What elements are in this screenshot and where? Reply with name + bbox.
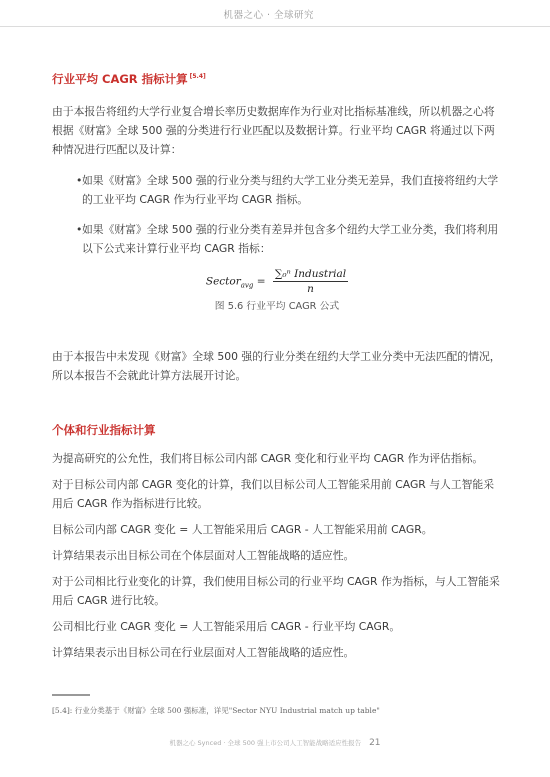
page-number: 21 [369,738,381,748]
figure-caption: 图 5.6 行业平均 CAGR 公式 [214,301,340,312]
bullet-text: 如果《财富》全球 500 强的行业分类有差异并包含多个纽约大学工业分类，我们将利用以下公式来计算行业平均 CAGR 指标： [82,223,499,255]
footer-text: 机器之心 Synced · 全球 500 强上市公司人工智能战略适应性报告 [169,739,362,747]
body-paragraph: 为提高研究的公允性，我们将目标公司内部 CAGR 变化和行业平均 CAGR 作为评估指标。 [52,452,484,465]
formula-fraction [273,268,348,295]
bullet-item [52,171,502,209]
body-paragraph: 对于目标公司内部 CAGR 变化的计算，我们以目标公司人工智能采用前 CAGR 与人工智能采用后 CAGR 作为指标进行比较。 [52,478,495,510]
section-heading-text: 行业平均 CAGR 指标计算 [52,72,188,86]
sector-avg-formula: Sector$_{avg}$ = $\frac{\text{∑₀ⁿ Industrial}}{n}$ [205,268,347,295]
body-paragraph: 目标公司内部 CAGR 变化 = 人工智能采用后 CAGR - 人工智能采用前 CAGR。 [52,523,433,536]
page-header [0,0,550,27]
bullet-dot: • [76,223,83,236]
bullet-dot: • [76,174,83,187]
section-heading-individual-industry: 个体和行业指标计算 [52,423,156,437]
body-paragraph: 对于公司相比行业变化的计算，我们使用目标公司的行业平均 CAGR 作为指标，与人工智能采用后 CAGR 进行比较。 [52,575,500,607]
body-paragraph: 计算结果表示出目标公司在行业层面对人工智能战略的适应性。 [52,646,355,659]
formula-denominator: n [307,283,314,295]
footnote-divider [52,694,90,696]
footnote: [5.4]: 行业分类基于《财富》全球 500 强标准，详见"Sector NYU Industrial match up table" [52,706,380,715]
formula-subscript: avg [240,281,254,290]
body-paragraph: 公司相比行业 CAGR 变化 = 人工智能采用后 CAGR - 行业平均 CAGR。 [52,620,401,633]
bullet-item [52,220,502,258]
header-title: 机器之心 · 全球研究 [223,10,314,21]
bullet-text: 如果《财富》全球 500 强的行业分类与纽约大学工业分类无差异，我们直接将纽约大学的工业平均 CAGR 作为行业平均 CAGR 指标。 [82,174,499,206]
note-paragraph: 由于本报告中未发现《财富》全球 500 强的行业分类在纽约大学工业分类中无法匹配的情况，所以本报告不会就此计算方法展开讨论。 [52,350,501,382]
formula-lhs: Sector [205,275,241,288]
page-content [52,71,502,662]
footnote-ref: [5.4] [189,73,206,81]
body-paragraph: 计算结果表示出目标公司在个体层面对人工智能战略的适应性。 [52,549,355,562]
page-footer [0,738,550,748]
section-heading-industry-cagr [52,71,502,87]
formula-numerator: ∑₀ⁿ Industrial [274,268,347,280]
intro-paragraph: 由于本报告将纽约大学行业复合增长率历史数据库作为行业对比指标基准线，所以机器之心将根据《财富》全球 500 强的分类进行行业匹配以及数据计算。行业平均 CAGR 将通过以下两种情况进行匹配以及计算： [52,105,495,156]
